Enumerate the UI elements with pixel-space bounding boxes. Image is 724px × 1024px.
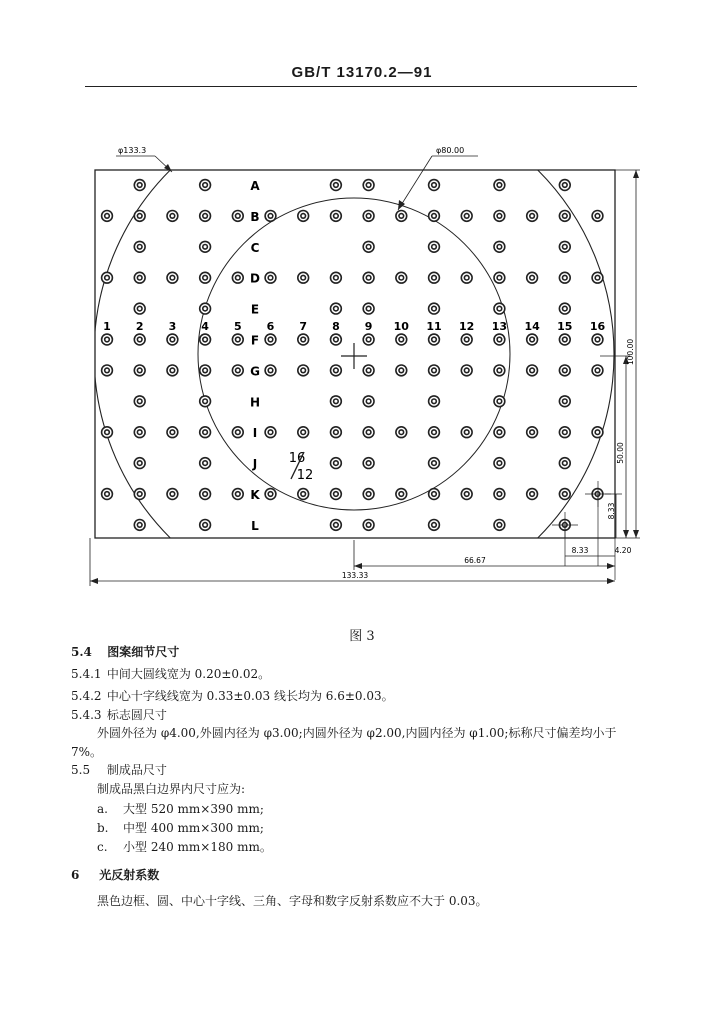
marker-dot [101, 364, 113, 376]
marker-dot [428, 302, 440, 314]
marker-dot [428, 364, 440, 376]
section-5-4-3-number: 5.4.3 [71, 708, 102, 722]
marker-dot [526, 488, 538, 500]
marker-dot [493, 488, 505, 500]
row-letter: J [252, 457, 258, 472]
section-5-4-title: 图案细节尺寸 [107, 645, 180, 659]
section-5-5-title: 制成品尺寸 [106, 763, 167, 777]
marker-dot [493, 426, 505, 438]
marker-dot [297, 426, 309, 438]
marker-dot [395, 210, 407, 222]
section-6-title: 光反射系数 [99, 868, 160, 882]
marker-dot [493, 272, 505, 284]
marker-dot [199, 272, 211, 284]
marker-dot [330, 179, 342, 191]
column-number: 7 [299, 320, 308, 333]
marker-dot [395, 488, 407, 500]
column-number: 11 [426, 320, 442, 333]
marker-dot [362, 241, 374, 253]
marker-dot [559, 302, 571, 314]
dim-height-100: 100.00 [626, 338, 635, 366]
section-5-4-2-number: 5.4.2 [71, 689, 102, 703]
marker-dot [591, 210, 603, 222]
marker-dot [199, 241, 211, 253]
marker-dot [166, 426, 178, 438]
marker-dot [395, 364, 407, 376]
marker-dot [362, 426, 374, 438]
section-5-4-1 [71, 666, 270, 682]
dim-big-circle [116, 146, 172, 172]
marker-dot [428, 241, 440, 253]
row-letter: H [249, 395, 261, 410]
marker-dot [428, 333, 440, 345]
dim-big-circle-label: φ133.3 [118, 146, 147, 155]
marker-dot [362, 333, 374, 345]
marker-dot [362, 302, 374, 314]
marker-dot [199, 179, 211, 191]
marker-dot [166, 210, 178, 222]
marker-dot [297, 272, 309, 284]
column-number: 5 [233, 320, 242, 333]
marker-dot [362, 457, 374, 469]
marker-dot [428, 426, 440, 438]
marker-dot [330, 426, 342, 438]
column-number: 10 [393, 320, 409, 333]
marker-dot [199, 488, 211, 500]
column-number: 14 [524, 320, 540, 333]
column-number-labels [103, 320, 605, 333]
marker-dot [199, 210, 211, 222]
marker-dot [199, 395, 211, 407]
size-item-text: 大型 520 mm×390 mm; [123, 802, 264, 816]
marker-dot [428, 457, 440, 469]
marker-dot [330, 364, 342, 376]
marker-dot [232, 210, 244, 222]
marker-dot [297, 488, 309, 500]
marker-dot [428, 488, 440, 500]
marker-dot [134, 364, 146, 376]
column-number: 15 [557, 320, 573, 333]
fraction-top: 16 [288, 451, 306, 466]
dim-833-horizontal: 8.33 [571, 546, 589, 555]
marker-dot [166, 364, 178, 376]
marker-dot [134, 241, 146, 253]
marker-dot [362, 210, 374, 222]
marker-dot [101, 210, 113, 222]
section-5-4-3-title: 标志圆尺寸 [106, 708, 167, 722]
section-5-4-3-body-line1: 外圆外径为 φ4.00,外圆内径为 φ3.00;内圆外径为 φ2.00,内圆内径为 φ1.00;标称尺寸偏差均小于 [97, 726, 617, 740]
row-letter: K [250, 488, 260, 502]
marker-dot [264, 488, 276, 500]
marker-dot [559, 179, 571, 191]
marker-dot [559, 426, 571, 438]
marker-dot [362, 179, 374, 191]
marker-dot [232, 364, 244, 376]
section-5-4-3-body-line2: 7%。 [71, 745, 103, 759]
size-item-label: a. [97, 802, 108, 816]
marker-dot [232, 333, 244, 345]
dim-833-vertical: 8.33 [607, 502, 616, 520]
row-letter: D [250, 271, 260, 286]
row-letter: C [250, 240, 260, 255]
marker-dot [591, 272, 603, 284]
marker-dot [330, 302, 342, 314]
marker-dot [134, 519, 146, 531]
section-5-4-1-number: 5.4.1 [71, 667, 102, 681]
fraction-bottom: 12 [296, 468, 314, 483]
center-cross [341, 343, 367, 369]
marker-dot [591, 426, 603, 438]
section-5-4-number: 5.4 [71, 645, 92, 659]
marker-dot [559, 241, 571, 253]
marker-dot [199, 302, 211, 314]
marker-dot [591, 364, 603, 376]
marker-dot [264, 210, 276, 222]
marker-dot [330, 395, 342, 407]
marker-dot [395, 272, 407, 284]
row-letter: A [250, 179, 260, 193]
marker-dot [264, 426, 276, 438]
marker-dot [461, 426, 473, 438]
row-letter: F [250, 333, 260, 348]
marker-dot [493, 333, 505, 345]
section-5-4 [71, 644, 179, 660]
marker-dot [559, 457, 571, 469]
column-number: 6 [266, 320, 275, 333]
column-number: 1 [103, 320, 111, 333]
marker-dot [461, 364, 473, 376]
marker-dot [134, 426, 146, 438]
marker-dot [559, 395, 571, 407]
section-6 [71, 867, 159, 883]
dim-420: 4.20 [614, 546, 632, 555]
column-number: 16 [589, 320, 606, 333]
section-6-number: 6 [71, 868, 80, 882]
section-5-4-2 [71, 688, 394, 704]
fraction-mark [289, 451, 314, 483]
marker-dot [330, 519, 342, 531]
marker-dot [297, 333, 309, 345]
marker-dot [101, 333, 113, 345]
marker-dot [166, 333, 178, 345]
marker-dot [101, 488, 113, 500]
size-item [97, 820, 264, 836]
marker-dot [526, 210, 538, 222]
marker-dot [493, 302, 505, 314]
marker-dot [264, 272, 276, 284]
row-letter-labels [250, 179, 260, 533]
size-item-text: 中型 400 mm×300 mm; [123, 821, 264, 835]
marker-dot [101, 426, 113, 438]
marker-dot [199, 519, 211, 531]
marker-dot [134, 210, 146, 222]
size-item [97, 801, 264, 817]
marker-dot [493, 210, 505, 222]
section-5-4-2-text: 中心十字线线宽为 0.33±0.03 线长均为 6.6±0.03。 [106, 689, 394, 703]
marker-dot [232, 488, 244, 500]
marker-dot [134, 302, 146, 314]
marker-dot [493, 395, 505, 407]
row-letter: E [250, 302, 260, 317]
marker-dot [199, 333, 211, 345]
marker-dot [559, 210, 571, 222]
marker-dot [591, 333, 603, 345]
marker-dot [559, 488, 571, 500]
marker-dot [493, 519, 505, 531]
marker-dot [134, 395, 146, 407]
marker-dot [264, 364, 276, 376]
marker-dot [101, 272, 113, 284]
section-5-5-intro: 制成品黑白边界内尺寸应为: [97, 782, 246, 796]
marker-dot [330, 488, 342, 500]
section-5-5 [71, 762, 167, 778]
dim-13333-label: 133.33 [341, 571, 369, 580]
marker-dot [199, 364, 211, 376]
marker-dot [461, 333, 473, 345]
column-number: 3 [168, 320, 177, 333]
marker-dot [526, 364, 538, 376]
marker-dot [493, 457, 505, 469]
row-letter: B [250, 209, 260, 224]
marker-dot [493, 364, 505, 376]
marker-dot [330, 272, 342, 284]
marker-dot [330, 457, 342, 469]
marker-dot [395, 426, 407, 438]
size-item-label: c. [97, 840, 108, 854]
figure-caption: 图 3 [349, 629, 375, 644]
row-letter: G [250, 364, 260, 379]
marker-dot [395, 333, 407, 345]
dim-6667-label: 66.67 [464, 556, 486, 565]
section-5-4-1-text: 中间大圆线宽为 0.20±0.02。 [106, 667, 271, 681]
marker-dot [428, 179, 440, 191]
marker-dot [134, 488, 146, 500]
column-number: 12 [459, 320, 475, 333]
marker-dot [134, 179, 146, 191]
marker-dot [461, 488, 473, 500]
standard-number-header: GB/T 13170.2—91 [291, 64, 433, 81]
marker-dot [232, 272, 244, 284]
marker-dot [428, 210, 440, 222]
marker-dot [428, 519, 440, 531]
marker-dot [199, 457, 211, 469]
dim-mid-circle-label: φ80.00 [436, 146, 465, 155]
column-number: 13 [491, 320, 508, 333]
marker-dot [526, 333, 538, 345]
section-5-5-number: 5.5 [71, 763, 91, 777]
column-number: 4 [201, 320, 209, 333]
section-5-4-3 [71, 707, 167, 723]
marker-dot [493, 241, 505, 253]
column-number: 8 [332, 320, 340, 333]
row-letter: I [252, 426, 258, 441]
size-item [97, 839, 272, 855]
marker-dots [101, 179, 604, 531]
marker-dot [166, 272, 178, 284]
marker-dot [428, 395, 440, 407]
marker-dot [559, 333, 571, 345]
marker-dot [264, 333, 276, 345]
marker-dot [166, 488, 178, 500]
marker-dot [526, 272, 538, 284]
marker-dot [493, 179, 505, 191]
marker-dot [362, 519, 374, 531]
marker-dot [134, 272, 146, 284]
marker-dot [559, 364, 571, 376]
dim-mid-circle [398, 146, 478, 210]
marker-dot [297, 364, 309, 376]
dim-6667 [354, 540, 615, 570]
marker-dot [428, 272, 440, 284]
marker-dot [134, 457, 146, 469]
column-number: 9 [364, 320, 373, 333]
marker-dot [362, 364, 374, 376]
marker-dot [362, 488, 374, 500]
marker-dot [199, 426, 211, 438]
marker-dot [134, 333, 146, 345]
section-6-body: 黑色边框、圆、中心十字线、三角、字母和数字反射系数应不大于 0.03。 [97, 894, 488, 908]
marker-dot [330, 210, 342, 222]
marker-dot [232, 426, 244, 438]
marker-dot [362, 272, 374, 284]
dim-height-50: 50.00 [616, 442, 625, 464]
marker-dot [330, 333, 342, 345]
marker-dot [362, 395, 374, 407]
marker-dot [297, 210, 309, 222]
marker-dot [559, 272, 571, 284]
marker-dot [461, 210, 473, 222]
size-item-label: b. [97, 821, 109, 835]
row-letter: L [251, 518, 259, 533]
chart-frame [95, 170, 615, 538]
column-number: 2 [135, 320, 144, 333]
marker-dot [526, 426, 538, 438]
size-item-text: 小型 240 mm×180 mm。 [123, 840, 272, 854]
marker-dot [461, 272, 473, 284]
